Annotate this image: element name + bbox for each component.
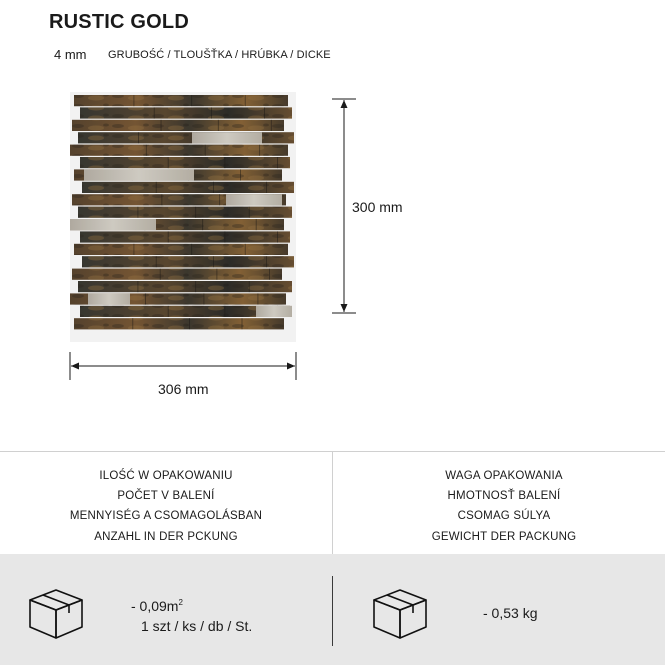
thickness-value: 4 mm — [54, 47, 87, 62]
tile-image — [70, 92, 296, 342]
width-dimension-arrow — [68, 352, 300, 380]
thickness-label: GRUBOŚĆ / TLOUŠŤKA / HRÚBKA / DICKE — [108, 49, 331, 61]
weight-label-cz: HMOTNOSŤ BALENÍ — [447, 490, 561, 503]
quantity-label-de: ANZAHL IN DER PCKUNG — [94, 530, 238, 543]
weight-labels — [338, 466, 665, 547]
column-divider — [332, 452, 333, 554]
quantity-label-pl: ILOŚĆ W OPAKOWANIU — [99, 470, 233, 482]
package-area-unit-sup: 2 — [178, 598, 183, 607]
weight-label-pl: WAGA OPAKOWANIA — [445, 470, 563, 482]
box-icon — [26, 582, 86, 642]
width-label: 306 mm — [158, 381, 209, 397]
quantity-label-hu: MENNYISÉG A CSOMAGOLÁSBAN — [69, 510, 263, 523]
weight-label-de: GEWICHT DER PACKUNG — [431, 530, 577, 543]
weight-label-hu: CSOMAG SÚLYA — [457, 510, 551, 523]
box-icon — [370, 582, 430, 642]
package-pieces: 1 szt / ks / db / St. — [141, 618, 253, 634]
height-label: 300 mm — [352, 199, 403, 215]
quantity-label-cz: POČET V BALENÍ — [117, 490, 215, 503]
product-title: RUSTIC GOLD — [49, 11, 189, 33]
package-area — [131, 598, 183, 614]
package-weight: - 0,53 kg — [483, 605, 538, 621]
quantity-labels — [0, 466, 332, 547]
package-divider — [332, 576, 333, 646]
package-area-value: - 0,09m — [131, 598, 179, 614]
